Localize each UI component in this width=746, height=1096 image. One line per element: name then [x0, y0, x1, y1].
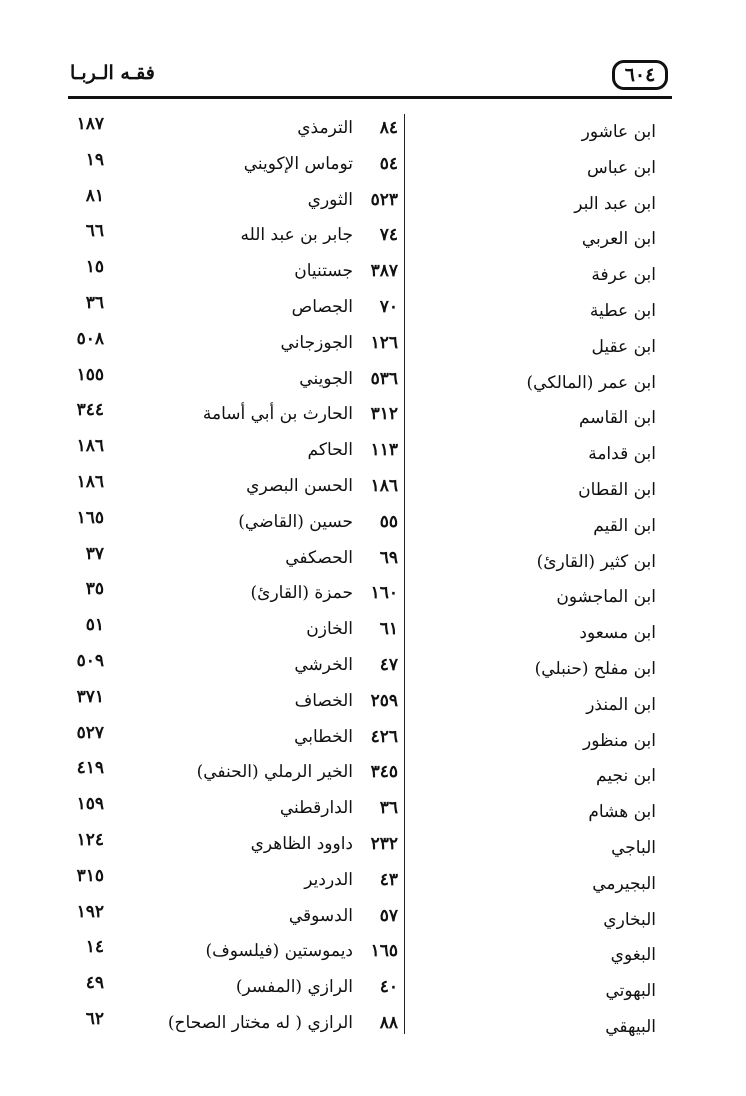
- index-entry-name: ابن عمر (المالكي): [526, 372, 656, 393]
- index-entry-name: البهوتي: [605, 981, 656, 1002]
- index-entry-name: ابن منظور: [583, 730, 656, 751]
- index-row: [0, 436, 746, 472]
- index-entry-name: الخرشي: [294, 654, 353, 675]
- index-entry-name: ابن عقيل: [591, 336, 656, 357]
- index-row: [0, 723, 746, 759]
- index-entry-page: ٥٥: [379, 511, 398, 532]
- index-entry-page: ٣٦: [85, 292, 104, 313]
- index-entry-name: ابن مفلح (حنبلي): [534, 658, 656, 679]
- index-entry-name: داوود الظاهري: [250, 833, 353, 854]
- index-row: [0, 651, 746, 687]
- index-entry-page: ١٦٥: [76, 507, 104, 528]
- index-entry-page: ١٢٤: [76, 829, 104, 850]
- index-row: [0, 758, 746, 794]
- index-entry-name: جابر بن عبد الله: [240, 225, 353, 246]
- index-row: [0, 687, 746, 723]
- index-row: [0, 866, 746, 902]
- index-entry-page: ٥٧: [379, 905, 398, 926]
- index-entry-name: الجصاص: [291, 296, 353, 317]
- index-entry-page: ٣٧: [85, 543, 104, 564]
- index-entry-name: الجوزجاني: [280, 332, 353, 353]
- index-entry-page: ١١٣: [370, 440, 398, 461]
- index-entry-page: ٨٤: [379, 118, 398, 138]
- index-entry-page: ١٢٦: [370, 332, 398, 353]
- index-entry-page: ١٨٦: [76, 471, 104, 492]
- index-entry-page: ٢٥٩: [370, 690, 398, 711]
- index-entry-name: الحارث بن أبي أسامة: [202, 404, 353, 425]
- index-entry-page: ٥٢٧: [76, 722, 104, 743]
- index-entry-page: ٣٧١: [76, 686, 104, 707]
- index-entry-page: ٤١٩: [76, 758, 104, 779]
- index-entry-name: الحاكم: [307, 440, 353, 461]
- index-entry-page: ٣١٢: [370, 404, 398, 425]
- index-entry-name: ابن القطان: [578, 479, 656, 500]
- index-entry-name: البغوي: [610, 945, 656, 966]
- index-entry-page: ٦٦: [85, 221, 104, 242]
- index-entry-name: ابن عطية: [589, 300, 656, 321]
- index-entry-name: الجويني: [299, 368, 353, 389]
- index-row: [0, 472, 746, 508]
- index-entry-page: ١٨٦: [76, 436, 104, 457]
- index-entry-page: ٨٨: [379, 1012, 398, 1033]
- index-entry-name: ابن نجيم: [596, 766, 656, 787]
- index-entry-page: ٥٠٩: [76, 650, 104, 671]
- index-entry-page: ١٥٥: [76, 364, 104, 385]
- index-entry-name: البجيرمي: [592, 873, 656, 894]
- index-entry-page: ٥١: [85, 615, 104, 636]
- index-entry-name: جستنيان: [294, 261, 353, 282]
- header-rule: [68, 96, 672, 99]
- index-entry-page: ٣٤٤: [76, 400, 104, 421]
- index-entry-name: ابن عبد البر: [574, 193, 656, 214]
- index-entry-name: ابن القاسم: [578, 408, 656, 429]
- index-entry-name: الخازن: [306, 619, 353, 640]
- index-entry-name: الخصاف: [294, 690, 353, 711]
- index-row: [0, 1009, 746, 1045]
- index-entry-page: ٣٦: [379, 798, 398, 819]
- index-entry-page: ٥٤: [379, 153, 398, 174]
- index-entry-name: حمزة (القارئ): [250, 583, 353, 604]
- index-entry-name: ابن القيم: [593, 515, 656, 536]
- index-row: [0, 365, 746, 401]
- index-entry-name: ديموستين (فيلسوف): [205, 941, 353, 962]
- index-entry-name: ابن كثير (القارئ): [536, 551, 656, 572]
- index-entry-page: ٣١٥: [76, 865, 104, 886]
- index-row: [0, 579, 746, 615]
- index-entry-page: ١٦٠: [370, 583, 398, 604]
- index-entry-page: ٥٠٨: [76, 328, 104, 349]
- index-row: [0, 257, 746, 293]
- index-entry-name: البخاري: [603, 909, 656, 930]
- index-table: [0, 114, 746, 1045]
- index-entry-name: حسين (القاضي): [238, 511, 353, 532]
- index-row: [0, 293, 746, 329]
- index-entry-name: ابن عاشور: [581, 122, 656, 142]
- index-entry-page: ١٩: [85, 149, 104, 170]
- index-entry-name: ابن قدامة: [588, 444, 656, 465]
- index-entry-page: ١٨٦: [370, 475, 398, 496]
- index-row: [0, 544, 746, 580]
- running-title: فقـه الـربـا: [70, 62, 155, 84]
- index-row: [0, 830, 746, 866]
- index-entry-page: ٨١: [85, 185, 104, 206]
- index-entry-page: ٣٥: [85, 579, 104, 600]
- index-entry-page: ٢٣٢: [370, 833, 398, 854]
- index-entry-name: البيهقي: [605, 1016, 656, 1037]
- index-entry-page: ٥٣٦: [370, 368, 398, 389]
- index-entry-name: الحسن البصري: [246, 475, 353, 496]
- index-entry-name: الباجي: [611, 837, 656, 858]
- index-entry-page: ٤٢٦: [370, 726, 398, 747]
- index-entry-name: الخطابي: [294, 726, 353, 747]
- index-row: [0, 508, 746, 544]
- index-entry-name: ابن العربي: [581, 229, 656, 250]
- index-entry-name: الحصكفي: [285, 547, 353, 568]
- index-entry-name: ابن المنذر: [586, 694, 656, 715]
- index-entry-name: ابن مسعود: [579, 623, 656, 644]
- index-entry-name: الثوري: [307, 189, 353, 210]
- index-entry-name: توماس الإكويني: [243, 153, 353, 174]
- index-entry-name: الدسوقي: [288, 905, 353, 926]
- index-entry-page: ٤٠: [379, 977, 398, 998]
- index-entry-page: ٦١: [379, 619, 398, 640]
- index-entry-page: ٧٤: [379, 225, 398, 246]
- index-entry-name: الخير الرملي (الحنفي): [196, 762, 353, 783]
- index-entry-name: الرازي ( له مختار الصحاح): [167, 1012, 353, 1033]
- index-entry-page: ٦٩: [379, 547, 398, 568]
- index-entry-page: ١٤: [85, 937, 104, 958]
- index-row: [0, 794, 746, 830]
- index-entry-page: ٤٧: [379, 654, 398, 675]
- index-entry-name: ابن هشام: [588, 802, 656, 823]
- page-header: [0, 0, 746, 100]
- index-row: [0, 973, 746, 1009]
- index-entry-page: ١٥: [85, 257, 104, 278]
- index-entry-name: ابن عرفة: [591, 265, 656, 286]
- index-entry-name: ابن عباس: [586, 157, 656, 178]
- index-row: [0, 937, 746, 973]
- index-entry-page: ٤٣: [379, 869, 398, 890]
- index-entry-name: ابن الماجشون: [556, 587, 656, 608]
- index-entry-name: الرازي (المفسر): [235, 977, 353, 998]
- index-entry-page: ٣٨٧: [370, 261, 398, 282]
- index-entry-page: ٣٤٥: [370, 762, 398, 783]
- index-entry-name: الدردير: [304, 869, 353, 890]
- index-entry-page: ١٦٥: [370, 941, 398, 962]
- index-entry-name: الترمذي: [297, 118, 353, 138]
- index-row: [0, 615, 746, 651]
- index-row: [0, 221, 746, 257]
- index-entry-page: ١٥٩: [76, 794, 104, 815]
- index-row: [0, 114, 746, 150]
- index-entry-page: ١٨٧: [76, 114, 104, 134]
- index-entry-page: ٥٢٣: [370, 189, 398, 210]
- page-number: ٦٠٤: [612, 60, 668, 90]
- index-row: [0, 400, 746, 436]
- index-row: [0, 186, 746, 222]
- index-entry-page: ٧٠: [379, 296, 398, 317]
- index-entry-name: الدارقطني: [279, 798, 353, 819]
- index-entry-page: ١٩٢: [76, 901, 104, 922]
- index-entry-page: ٤٩: [85, 973, 104, 994]
- index-entry-page: ٦٢: [85, 1008, 104, 1029]
- index-row: [0, 329, 746, 365]
- index-row: [0, 150, 746, 186]
- index-row: [0, 902, 746, 938]
